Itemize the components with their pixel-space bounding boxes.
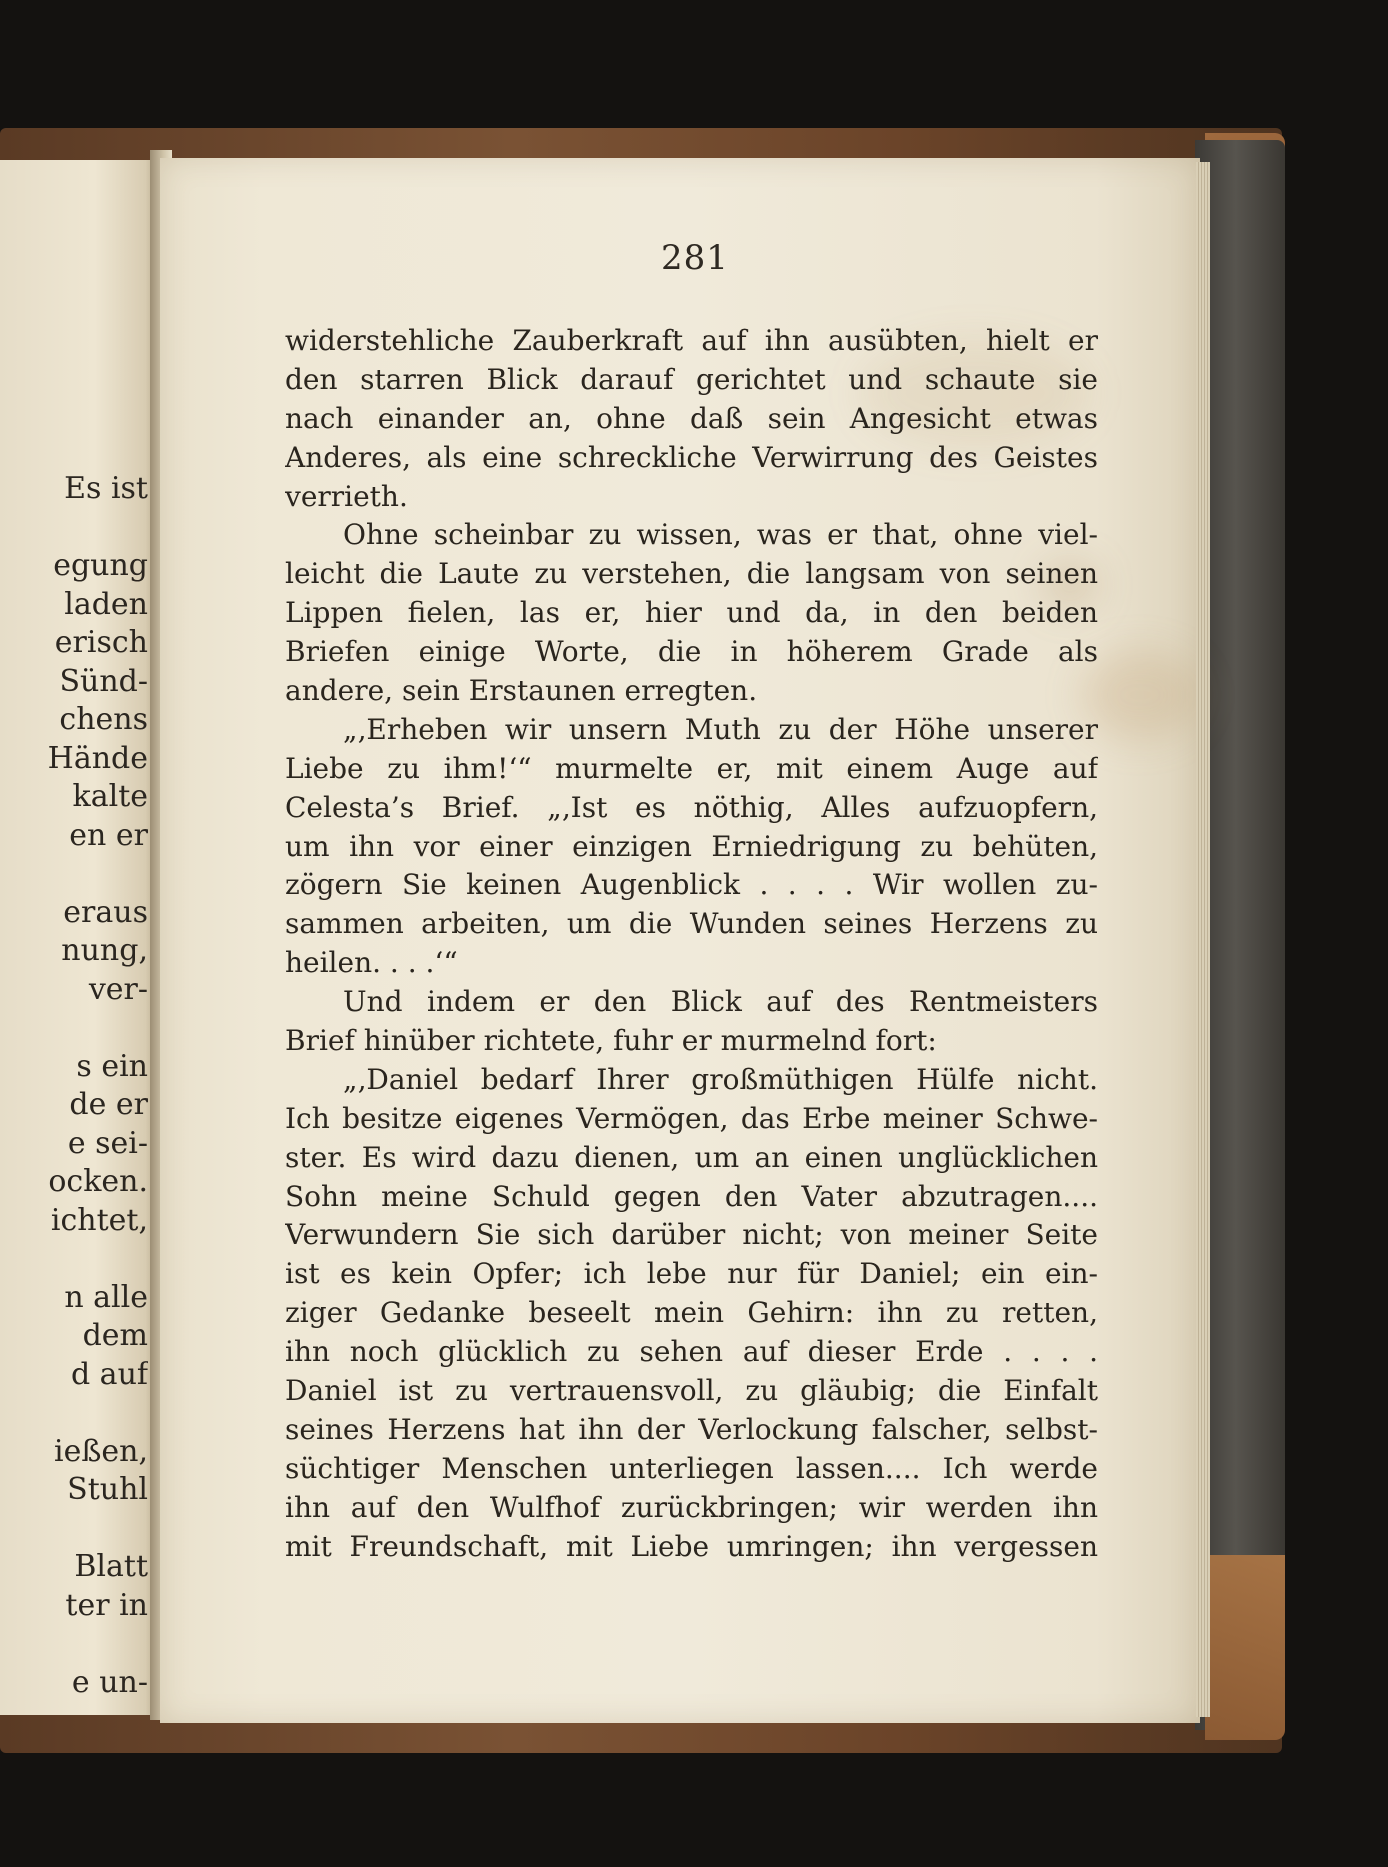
text-line: ihn auf den Wulfhof zurückbringen; wir werden ihn <box>285 1490 1098 1524</box>
left-page-line: nung, <box>61 933 148 968</box>
text-line: Liebe zu ihm!‘“ murmelte er, mit einem Auge auf <box>285 751 1098 785</box>
text-line: verrieth. <box>285 479 408 513</box>
text-line: Und indem er den Blick auf des Rentmeisters <box>343 985 1098 1019</box>
text-line: Anderes, als eine schreckliche Verwirrung des Geistes <box>285 440 1098 474</box>
text-line: ihn noch glücklich zu sehen auf dieser Erde . . . . <box>285 1335 1098 1369</box>
left-page-line: Stuhl <box>67 1472 148 1507</box>
text-line: Ohne scheinbar zu wissen, was er that, ohne viel- <box>343 518 1098 552</box>
left-page-line: Hände <box>47 740 148 776</box>
page-number: 281 <box>661 238 729 278</box>
page-edges <box>1196 162 1210 1717</box>
left-page-line: e sei- <box>67 1125 148 1161</box>
left-page-line: eraus <box>63 894 148 930</box>
left-page-line: erisch <box>54 625 148 660</box>
text-line: seines Herzens hat ihn der Verlockung falscher, selbst- <box>285 1412 1098 1446</box>
text-line: Daniel ist zu vertrauensvoll, zu gläubig; die Einfalt <box>285 1374 1098 1408</box>
text-line: ster. Es wird dazu dienen, um an einen unglücklichen <box>285 1140 1098 1174</box>
left-page-line: n alle <box>64 1279 148 1315</box>
text-line: mit Freundschaft, mit Liebe umringen; ihn vergessen <box>285 1529 1098 1563</box>
text-line: Celesta’s Brief. „‚Ist es nöthig, Alles aufzuopfern, <box>285 790 1098 824</box>
left-page-line <box>0 1240 148 1279</box>
left-page-line: egung <box>53 548 148 583</box>
text-line: ziger Gedanke beseelt mein Gehirn: ihn zu retten, <box>285 1296 1098 1330</box>
left-page-line: e un- <box>71 1664 148 1700</box>
left-page-line <box>0 855 148 894</box>
text-line: „‚Erheben wir unsern Muth zu der Höhe unserer <box>343 712 1098 746</box>
left-page-line <box>0 1009 148 1048</box>
left-page-line <box>0 509 148 548</box>
left-page-line: ver- <box>88 971 148 1007</box>
text-line: heilen. . . .‘“ <box>285 946 458 980</box>
left-page-line: ter in <box>65 1587 148 1623</box>
left-page-line <box>0 1625 148 1664</box>
left-page-text <box>0 470 148 1702</box>
cover-corner-bottom <box>1205 1555 1285 1740</box>
text-line: Lippen fielen, las er, hier und da, in den beiden <box>285 596 1098 630</box>
left-page-line: chens <box>59 702 148 737</box>
left-page-line: Sünd- <box>59 663 148 699</box>
text-line: zögern Sie keinen Augenblick . . . . Wir wollen zu- <box>285 868 1098 902</box>
text-line: Sohn meine Schuld gegen den Vater abzutragen.... <box>285 1179 1098 1213</box>
text-line: nach einander an, ohne daß sein Angesicht etwas <box>285 401 1098 435</box>
text-line: widerstehliche Zauberkraft auf ihn ausübten, hielt er <box>285 324 1098 357</box>
left-page-line: de er <box>69 1087 148 1122</box>
left-page-line: Blatt <box>74 1549 148 1584</box>
left-page-line: ichtet, <box>50 1202 148 1238</box>
text-line: „‚Daniel bedarf Ihrer großmüthigen Hülfe nicht. <box>343 1062 1098 1096</box>
text-line: leicht die Laute zu verstehen, die langsam von seinen <box>285 557 1098 591</box>
left-page-line: kalte <box>72 779 148 814</box>
left-page-line: en er <box>69 817 148 853</box>
left-page-line: ocken. <box>48 1164 148 1199</box>
left-page <box>0 160 158 1715</box>
page-body-text <box>285 322 1098 1567</box>
left-page-line: d auf <box>70 1356 148 1392</box>
text-line: ist es kein Opfer; ich lebe nur für Daniel; ein ein- <box>285 1257 1098 1291</box>
left-page-line <box>0 1394 148 1433</box>
left-page-line <box>0 1510 148 1549</box>
left-page-line: ießen, <box>54 1433 148 1469</box>
text-line: Verwundern Sie sich darüber nicht; von meiner Seite <box>285 1218 1098 1252</box>
left-page-line: dem <box>82 1318 148 1353</box>
left-page-line: Es ist <box>64 471 148 506</box>
text-line: Briefen einige Worte, die in höherem Grade als <box>285 635 1098 669</box>
text-line: um ihn vor einer einzigen Erniedrigung zu behüten, <box>285 829 1098 863</box>
text-line: süchtiger Menschen unterliegen lassen.... Ich werde <box>285 1451 1098 1485</box>
left-page-line: s ein <box>76 1048 148 1084</box>
text-line: andere, sein Erstaunen erregten. <box>285 674 758 708</box>
text-line: Ich besitze eigenes Vermögen, das Erbe meiner Schwe- <box>285 1101 1098 1135</box>
text-line: den starren Blick darauf gerichtet und schaute sie <box>285 362 1098 396</box>
text-line: sammen arbeiten, um die Wunden seines Herzens zu <box>285 907 1098 941</box>
paper-stain <box>1080 650 1200 740</box>
text-line: Brief hinüber richtete, fuhr er murmelnd fort: <box>285 1024 937 1058</box>
left-page-line: laden <box>64 586 148 622</box>
